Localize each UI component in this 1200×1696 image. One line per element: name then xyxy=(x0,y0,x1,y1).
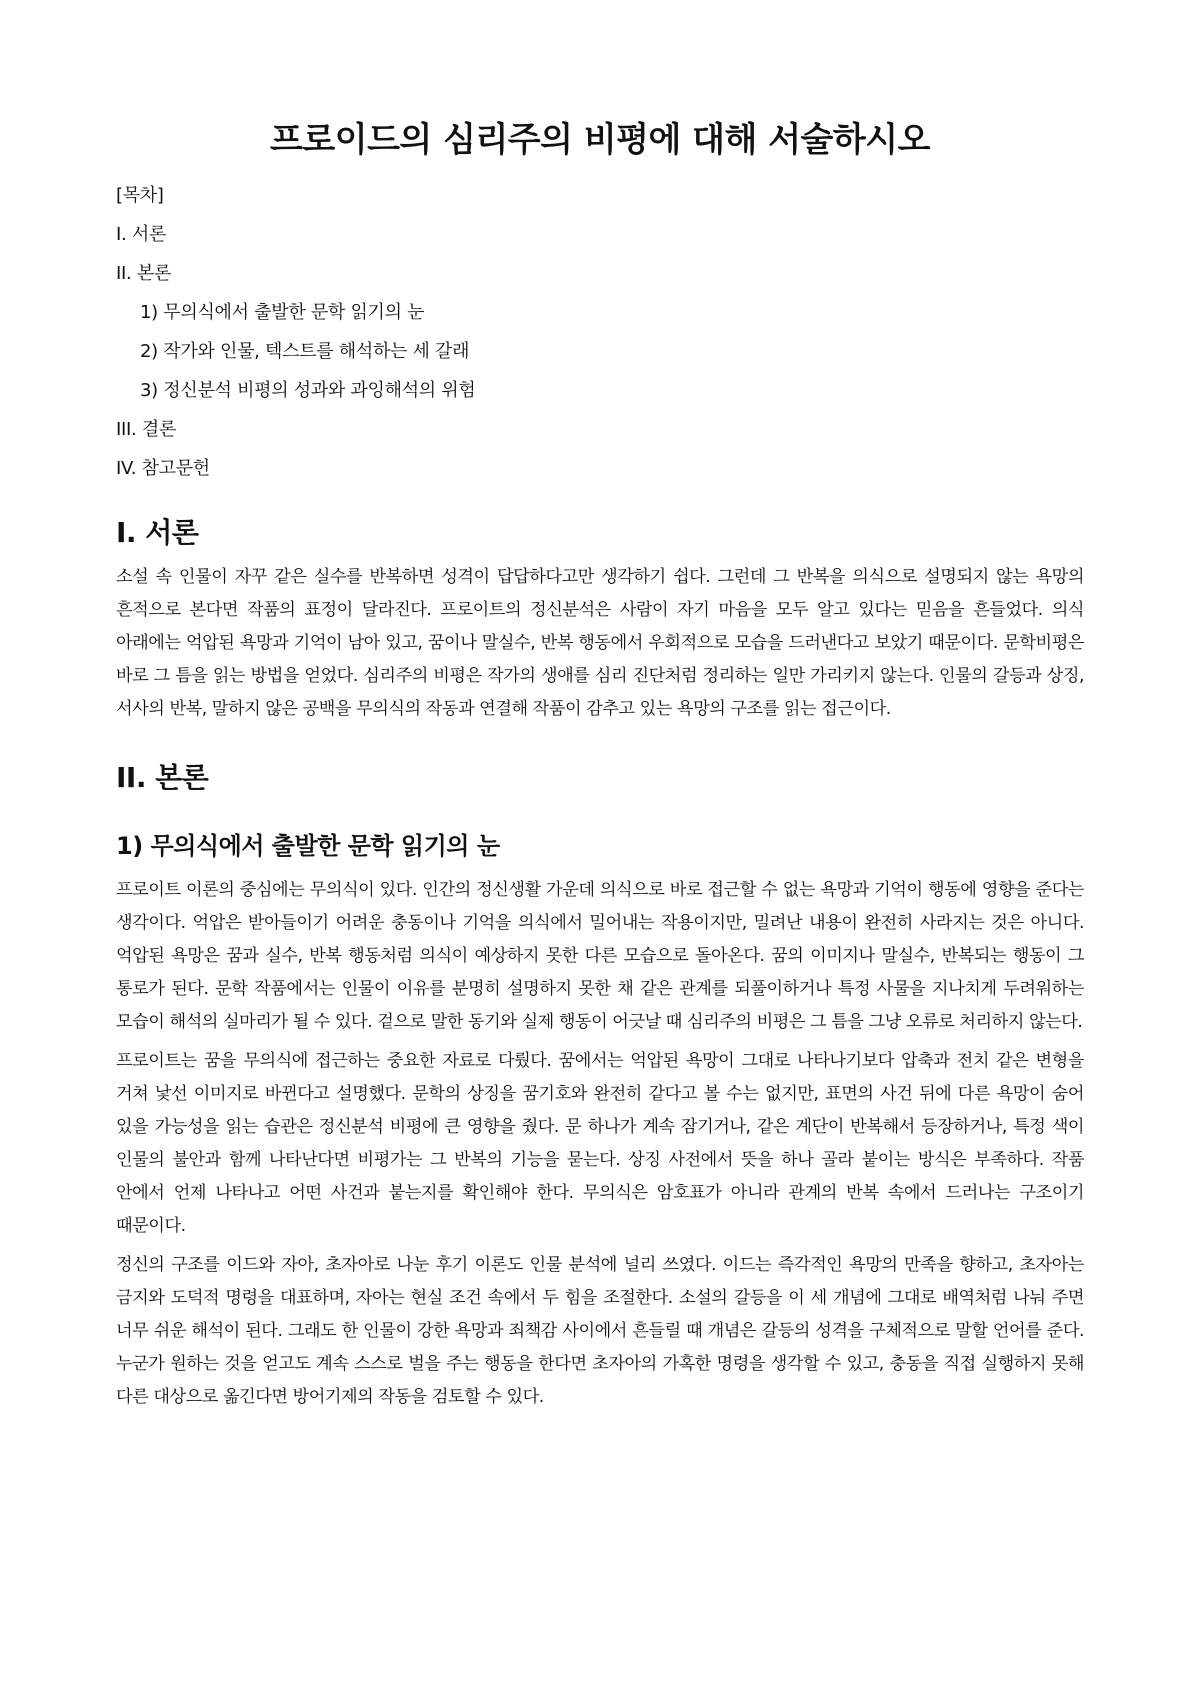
section-heading-body: II. 본론 xyxy=(116,761,209,794)
toc-item-body-1: 1) 무의식에서 출발한 문학 읽기의 눈 xyxy=(140,302,425,323)
toc-item-body-3: 3) 정신분석 비평의 성과와 과잉해석의 위험 xyxy=(140,380,476,401)
body-paragraph-2: 프로이트는 꿈을 무의식에 접근하는 중요한 자료로 다뤘다. 꿈에서는 억압된 욕망이 그대로 나타나기보다 압축과 전치 같은 변형을 거쳐 낯선 이미지로 바뀐다고 설명했다. 문학의 상징을 꿈기호와 완전히 같다고 볼 수는 없지만, 표면의 사건 뒤에 다른 욕망이 숨어 있을 가능성을 읽는 습관은 정신분석 비평에 큰 영향을 줬다. 문 하나가 계속 잠기거나, 같은 계단이 반복해서 등장하거나, 특정 색이 인물의 불안과 함께 나타난다면 비평가는 그 반복의 기능을 묻는다. 상징 사전에서 뜻을 하나 골라 붙이는 방식은 부족하다. 작품 안에서 언제 나타나고 어떤 사건과 붙는지를 확인해야 한다. 무의식은 암호표가 아니라 관계의 반복 속에서 드러나는 구조이기 때문이다. xyxy=(116,1051,1084,1236)
toc-item-body: II. 본론 xyxy=(116,263,172,284)
section-heading-intro: I. 서론 xyxy=(116,516,199,549)
document-page xyxy=(116,118,1084,1420)
table-of-contents xyxy=(116,184,1084,481)
toc-item-intro: I. 서론 xyxy=(116,224,167,245)
subsection-heading-1: 1) 무의식에서 출발한 문학 읽기의 눈 xyxy=(116,832,500,860)
body-paragraph-3: 정신의 구조를 이드와 자아, 초자아로 나눈 후기 이론도 인물 분석에 널리 쓰였다. 이드는 즉각적인 욕망의 만족을 향하고, 초자아는 금지와 도덕적 명령을 대표하며, 자아는 현실 조건 속에서 두 힘을 조절한다. 소설의 갈등을 이 세 개념에 그대로 배역처럼 나눠 주면 너무 쉬운 해석이 된다. 그래도 한 인물이 강한 욕망과 죄책감 사이에서 흔들릴 때 개념은 갈등의 성격을 구체적으로 말할 언어를 준다. 누군가 원하는 것을 얻고도 계속 스스로 벌을 주는 행동을 한다면 초자아의 가혹한 명령을 생각할 수 있고, 충동을 직접 실행하지 못해 다른 대상으로 옮긴다면 방어기제의 작동을 검토할 수 있다. xyxy=(116,1255,1084,1407)
toc-heading: [목차] xyxy=(116,185,164,206)
document-title: 프로이드의 심리주의 비평에 대해 서술하시오 xyxy=(270,120,930,160)
toc-item-body-2: 2) 작가와 인물, 텍스트를 해석하는 세 갈래 xyxy=(140,341,470,362)
toc-item-references: IV. 참고문헌 xyxy=(116,458,210,479)
intro-paragraph: 소설 속 인물이 자꾸 같은 실수를 반복하면 성격이 답답하다고만 생각하기 쉽다. 그런데 그 반복을 의식으로 설명되지 않는 욕망의 흔적으로 본다면 작품의 표정이 달라진다. 프로이트의 정신분석은 사람이 자기 마음을 모두 알고 있다는 믿음을 흔들었다. 의식 아래에는 억압된 욕망과 기억이 남아 있고, 꿈이나 말실수, 반복 행동에서 우회적으로 모습을 드러낸다고 보았기 때문이다. 문학비평은 바로 그 틈을 읽는 방법을 얻었다. 심리주의 비평은 작가의 생애를 심리 진단처럼 정리하는 일만 가리키지 않는다. 인물의 갈등과 상징, 서사의 반복, 말하지 않은 공백을 무의식의 작동과 연결해 작품이 감추고 있는 욕망의 구조를 읽는 접근이다. xyxy=(116,567,1084,719)
body-paragraph-1: 프로이트 이론의 중심에는 무의식이 있다. 인간의 정신생활 가운데 의식으로 바로 접근할 수 없는 욕망과 기억이 행동에 영향을 준다는 생각이다. 억압은 받아들이기 어려운 충동이나 기억을 의식에서 밀어내는 작용이지만, 밀려난 내용이 완전히 사라지는 것은 아니다. 억압된 욕망은 꿈과 실수, 반복 행동처럼 의식이 예상하지 못한 다른 모습으로 돌아온다. 꿈의 이미지나 말실수, 반복되는 행동이 그 통로가 된다. 문학 작품에서는 인물이 이유를 분명히 설명하지 못한 채 같은 관계를 되풀이하거나 특정 사물을 지나치게 두려워하는 모습이 해석의 실마리가 될 수 있다. 겉으로 말한 동기와 실제 행동이 어긋날 때 심리주의 비평은 그 틈을 그냥 오류로 처리하지 않는다. xyxy=(116,880,1084,1032)
toc-item-conclusion: III. 결론 xyxy=(116,419,177,440)
